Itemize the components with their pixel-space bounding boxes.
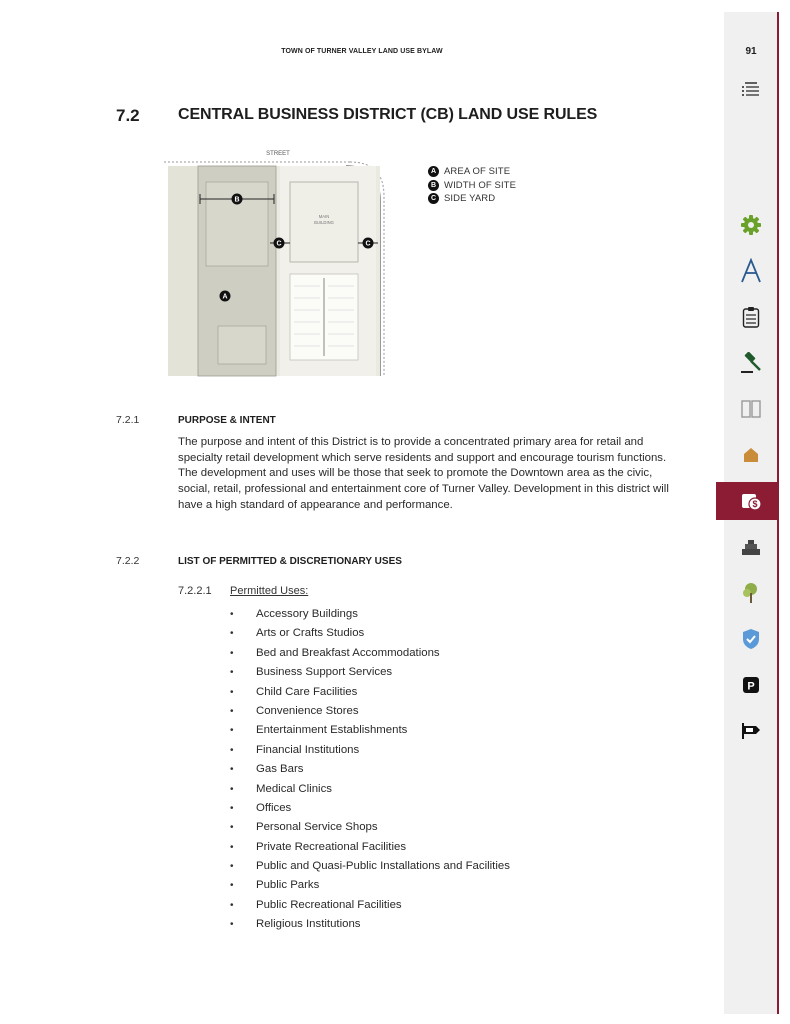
parking-area bbox=[290, 274, 358, 360]
list-item bbox=[230, 702, 510, 721]
section-number: 7.2 bbox=[116, 106, 140, 125]
marker-b: B bbox=[234, 196, 240, 204]
tree-icon[interactable] bbox=[730, 578, 772, 608]
use-label: Accessory Buildings bbox=[256, 608, 358, 620]
subsection-title-purpose: PURPOSE & INTENT bbox=[178, 415, 276, 426]
legend-badge-b: B bbox=[428, 180, 439, 191]
use-label: Offices bbox=[256, 801, 292, 814]
permitted-uses-number: 7.2.2.1 bbox=[178, 585, 212, 597]
list-item bbox=[230, 624, 510, 643]
bullet: • bbox=[230, 783, 234, 795]
bullet: • bbox=[230, 764, 234, 776]
svg-text:$: $ bbox=[752, 499, 758, 510]
marker-a: A bbox=[222, 293, 228, 301]
list-item bbox=[230, 741, 510, 760]
money-icon[interactable] bbox=[730, 486, 772, 516]
bullet: • bbox=[230, 725, 234, 737]
site-diagram bbox=[160, 144, 392, 380]
street-label: STREET bbox=[266, 151, 290, 157]
bullet: • bbox=[230, 841, 234, 853]
use-label: Public and Quasi-Public Installations and Facilities bbox=[256, 860, 510, 873]
bullet: • bbox=[230, 919, 234, 931]
list-item bbox=[230, 799, 510, 818]
legend-label-side-yard: SIDE YARD bbox=[444, 193, 496, 204]
use-label: Arts or Crafts Studios bbox=[256, 627, 365, 640]
bullet: • bbox=[230, 880, 234, 892]
use-label: Medical Clinics bbox=[256, 782, 332, 795]
list-item bbox=[230, 721, 510, 740]
bullet: • bbox=[230, 899, 234, 911]
use-label: Gas Bars bbox=[256, 763, 304, 776]
main-building-label-2: BUILDING bbox=[314, 220, 334, 225]
bullet: • bbox=[230, 744, 234, 756]
subsection-number-purpose: 7.2.1 bbox=[116, 414, 140, 426]
bullet: • bbox=[230, 628, 234, 640]
legend-item-area bbox=[428, 165, 516, 179]
list-item bbox=[230, 683, 510, 702]
letter-a-icon[interactable] bbox=[730, 256, 772, 286]
permitted-uses-title: Permitted Uses: bbox=[230, 585, 309, 597]
use-label: Personal Service Shops bbox=[256, 821, 378, 834]
house-icon[interactable] bbox=[730, 440, 772, 470]
building-icon[interactable] bbox=[730, 532, 772, 562]
section-title: CENTRAL BUSINESS DISTRICT (CB) LAND USE RULES bbox=[178, 106, 598, 123]
legend-item-width bbox=[428, 179, 516, 193]
legend-badge-c: C bbox=[428, 193, 439, 204]
list-item bbox=[230, 760, 510, 779]
list-item bbox=[230, 605, 510, 624]
page-number: 91 bbox=[745, 46, 757, 57]
use-label: Private Recreational Facilities bbox=[256, 840, 407, 853]
shield-icon[interactable] bbox=[730, 624, 772, 654]
bullet: • bbox=[230, 667, 234, 679]
diagram-legend bbox=[428, 165, 516, 206]
list-item bbox=[230, 857, 510, 876]
list-item bbox=[230, 876, 510, 895]
checklist-icon[interactable] bbox=[730, 302, 772, 332]
list-item bbox=[230, 818, 510, 837]
list-item bbox=[230, 663, 510, 682]
bullet: • bbox=[230, 609, 234, 620]
bullet: • bbox=[230, 822, 234, 834]
legend-label-area: AREA OF SITE bbox=[444, 166, 511, 177]
bullet: • bbox=[230, 686, 234, 698]
permitted-uses-list bbox=[230, 605, 510, 935]
toc-icon[interactable] bbox=[730, 74, 772, 104]
list-item bbox=[230, 838, 510, 857]
sign-icon[interactable] bbox=[730, 716, 772, 746]
list-item bbox=[230, 915, 510, 934]
bullet: • bbox=[230, 802, 234, 814]
use-label: Child Care Facilities bbox=[256, 685, 358, 698]
use-label: Public Parks bbox=[256, 879, 320, 892]
use-label: Religious Institutions bbox=[256, 918, 361, 931]
subsection-number-uses: 7.2.2 bbox=[116, 555, 140, 567]
list-item bbox=[230, 896, 510, 915]
gavel-icon[interactable] bbox=[730, 348, 772, 378]
list-item bbox=[230, 780, 510, 799]
purpose-paragraph: The purpose and intent of this District is to provide a concentrated primary area for retail and specialty retail development which serve residents and support and encourage tourism functions. The development and uses will be those that seek to promote the Downtown area as the civic, social, retail, professional and entertainment core of Turner Valley. Development in this district will have a high standard of appearance and performance. bbox=[178, 436, 669, 511]
svg-text:P: P bbox=[747, 680, 755, 693]
running-header: TOWN OF TURNER VALLEY LAND USE BYLAW bbox=[281, 48, 443, 55]
use-label: Business Support Services bbox=[256, 666, 393, 679]
parking-icon[interactable] bbox=[730, 670, 772, 700]
use-label: Financial Institutions bbox=[256, 743, 360, 756]
use-label: Public Recreational Facilities bbox=[256, 898, 402, 911]
main-building-label-1: MAIN bbox=[318, 214, 330, 219]
use-label: Convenience Stores bbox=[256, 704, 359, 717]
bullet: • bbox=[230, 647, 234, 659]
bullet: • bbox=[230, 705, 234, 717]
legend-badge-a: A bbox=[428, 166, 439, 177]
site-accessory bbox=[218, 326, 266, 364]
legend-label-width: WIDTH OF SITE bbox=[444, 179, 517, 191]
bullet: • bbox=[230, 861, 234, 873]
list-item bbox=[230, 644, 510, 663]
use-label: Entertainment Establishments bbox=[256, 724, 408, 737]
book-icon[interactable] bbox=[730, 394, 772, 424]
legend-item-side-yard bbox=[428, 192, 516, 206]
marker-c-right: C bbox=[365, 240, 371, 248]
marker-c-left: C bbox=[276, 240, 282, 248]
subsection-title-uses: LIST OF PERMITTED & DISCRETIONARY USES bbox=[178, 556, 402, 567]
gear-icon[interactable] bbox=[730, 210, 772, 240]
use-label: Bed and Breakfast Accommodations bbox=[256, 646, 440, 659]
